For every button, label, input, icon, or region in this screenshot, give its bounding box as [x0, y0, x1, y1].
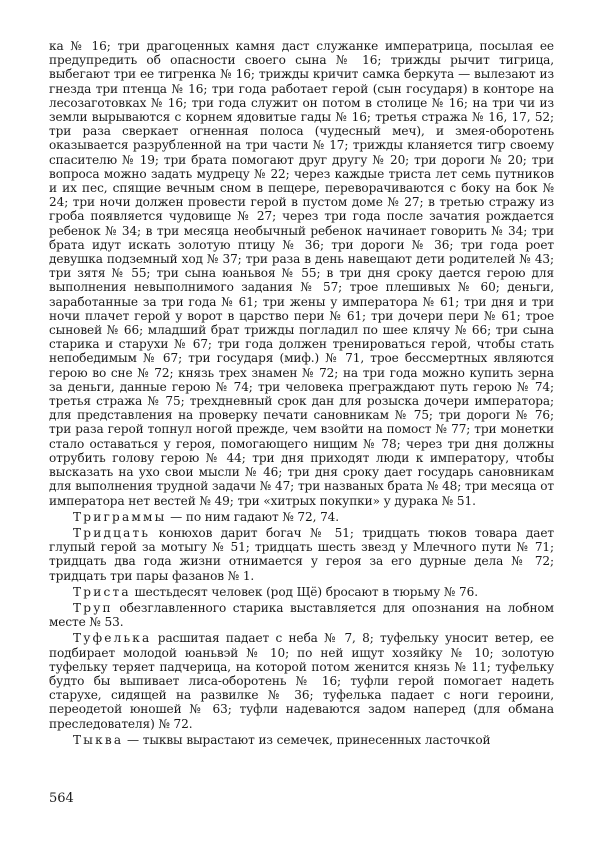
entry-term: Триграммы [73, 509, 167, 524]
page-text-column [49, 39, 554, 747]
entry-body: расшитая падает с неба № 7, 8; туфельку уносит ветер, ее подбирает молодой юаньвэй № 10; по ней ищут хозяйку № 10; золотую туфельку теряет падчерица, на которой потом женится князь № 11; туфельку будто бы выпивает лиса-оборотень № 16; туфли герой помогает надеть старухе, сидящей на развилке № 36; туфелька падает с ноги героини, переодетой юношей № 63; туфли надеваются задом наперед (для обмана преследователя) № 72. [49, 631, 554, 731]
entry-term: Триста [73, 584, 131, 599]
index-entry-pumpkin [49, 733, 554, 747]
index-entry-continuation [49, 39, 554, 508]
entry-body: обезглавленного старика выставляется для опознания на лобном месте № 53. [49, 600, 554, 630]
entry-body: — по ним гадают № 72, 74. [166, 509, 340, 524]
entry-term: Тыква [73, 732, 124, 747]
page-number: 564 [49, 791, 74, 806]
index-entry-three-hundred [49, 585, 554, 599]
index-entry-thirty [49, 526, 554, 583]
entry-body: шестьдесят человек (род Щё) бросают в тюрьму № 76. [130, 584, 478, 599]
entry-body: ка № 16; три драгоценных камня даст служанке императрица, посылая ее предупредить об опасности своего сына № 16; трижды рычит тигрица, выбегают три ее тигренка № 16; трижды кричит самка беркута — вылезают из гнезда три птенца № 16; три года работает герой (сын государя) в конторе на лесозаготовках № 16; три года служит он потом в столице № 16; на три чи из земли вырываются с корнем ядовитые гады № 16; третья стража № 16, 17, 52; три раза сверкает огненная полоса (чудесный меч), и змея-оборотень оказывается разрубленной на три части № 17; трижды кланяется тигр своему спасителю № 19; три брата помогают друг другу № 20; три дороги № 20; три вопроса можно задать мудрецу № 22; через каждые триста лет семь путников и их пес, спящие вечным сном в пещере, переворачиваются с боку на бок № 24; три ночи должен провести герой в пустом доме № 27; в третью стражу из гроба появляется чудовище № 27; через три года после зачатия рождается ребенок № 34; в три месяца необычный ребенок начинает говорить № 34; три брата идут искать золотую птицу № 36; три дороги № 36; три года роет девушка подземный ход № 37; три раза в день навещают дети родителей № 43; три зятя № 55; три сына юаньвоя № 55; в три дня сроку дается герою для выполнения невыполнимого задания № 57; трое плешивых № 60; деньги, заработанные за три года № 61; три жены у императора № 61; три дня и три ночи плачет герой у ворот в царство пери № 61; три дочери пери № 61; трое сыновей № 66; младший брат трижды погладил по шее клячу № 66; три сына старика и старухи № 67; три года должен тренироваться герой, чтобы стать непобедимым № 67; три государя (миф.) № 71, трое бессмертных являются герою во сне № 72; князь трех знамен № 72; на три года можно купить зерна за деньги, данные герою № 74; три человека преграждают путь герою № 74; третья стража № 75; трехдневный срок дан для розыска дочери императора; для представления на проверку печати сановникам № 75; три дороги № 76; три раза герой топнул ногой прежде, чем взойти на помост № 77; три монетки стало оставаться у героя, помогающего нищим № 78; через три дня должны отрубить голову герою № 44; три дня приходят люди к императору, чтобы высказать на ухо свои мысли № 46; три дня сроку дает государь сановникам для выполнения трудной задачи № 47; три названых брата № 48; три месяца от императора нет вестей № 49; три «хитрых покупки» у дурака № 51. [49, 39, 554, 508]
entry-term: Тридцать [73, 525, 151, 540]
entry-term: Туфелька [73, 631, 152, 646]
index-entry-corpse [49, 601, 554, 629]
entry-term: Труп [73, 600, 113, 615]
entry-body: конюхов дарит богач № 51; тридцать тюков товара дает глупый герой за мотыгу № 51; тридцать шесть звезд у Млечного пути № 71; тридцать два года жизни отнимается у героя за его дурные дела № 72; тридцать три пары фазанов № 1. [49, 525, 554, 583]
index-entry-trigrams [49, 510, 554, 524]
index-entry-slipper [49, 631, 554, 730]
entry-body: — тыквы вырастают из семечек, принесенных ласточкой [123, 732, 491, 747]
